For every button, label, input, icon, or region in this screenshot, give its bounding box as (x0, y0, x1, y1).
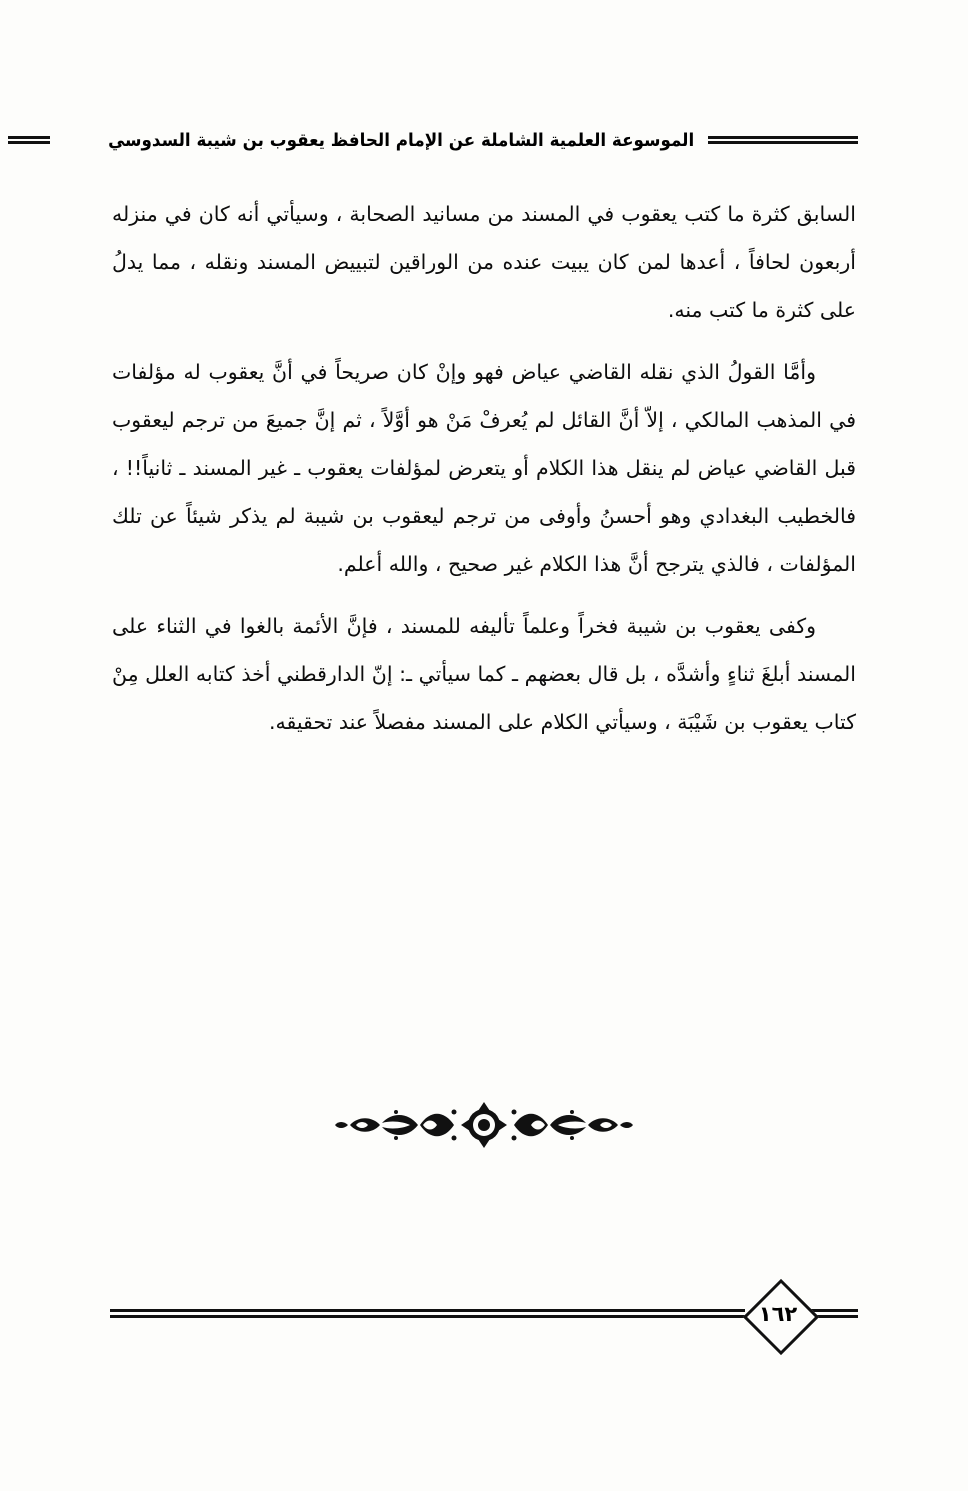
paragraph: وأمَّا القولُ الذي نقله القاضي عياض فهو وإنْ كان صريحاً في أنَّ يعقوب له مؤلفات في المذهب المالكي ، إلاّ أنَّ القائل لم يُعرفْ مَنْ هو أوَّلاً ، ثم إنَّ جميعَ من ترجم ليعقوب قبل القاضي عياض لم ينقل هذا الكلام أو يتعرض لمؤلفات يعقوب ـ غير المسند ـ ثانياً!! ، فالخطيب البغدادي وهو أحسنُ وأوفى من ترجم ليعقوب بن شيبة لم يذكر شيئاً عن تلك المؤلفات ، فالذي يترجح أنَّ هذا الكلام غير صحيح ، والله أعلم. (112, 360, 856, 576)
page-body (112, 190, 856, 760)
header-rule-left (708, 136, 858, 144)
paragraph: السابق كثرة ما كتب يعقوب في المسند من مسانيد الصحابة ، وسيأتي أنه كان في منزله أربعون لحافاً ، أعدها لمن كان يبيت عنده من الوراقين لتبييض المسند ونقله ، مما يدلُ على كثرة ما كتب منه. (112, 202, 856, 322)
page-number-badge (745, 1281, 811, 1347)
floral-divider-ornament (0, 1090, 968, 1180)
page-header (107, 120, 858, 160)
paragraph: وكفى يعقوب بن شيبة فخراً وعلماً تأليفه للمسند ، فإنَّ الأئمة بالغوا في الثناء على المسند أبلغَ ثناءٍ وأشدَّه ، بل قال بعضهم ـ كما سيأتي ـ: إنّ الدارقطني أخذ كتابه العلل مِنْ كتاب يعقوب بن شَيْبَة ، وسيأتي الكلام على المسند مفصلاً عند تحقيقه. (112, 614, 856, 734)
page-footer (110, 1281, 858, 1351)
header-rule-right (8, 136, 50, 144)
running-title: الموسوعة العلمية الشاملة عن الإمام الحافظ يعقوب بن شيبة السدوسي (107, 129, 694, 151)
page-number: ١٦٢ (758, 1301, 798, 1326)
